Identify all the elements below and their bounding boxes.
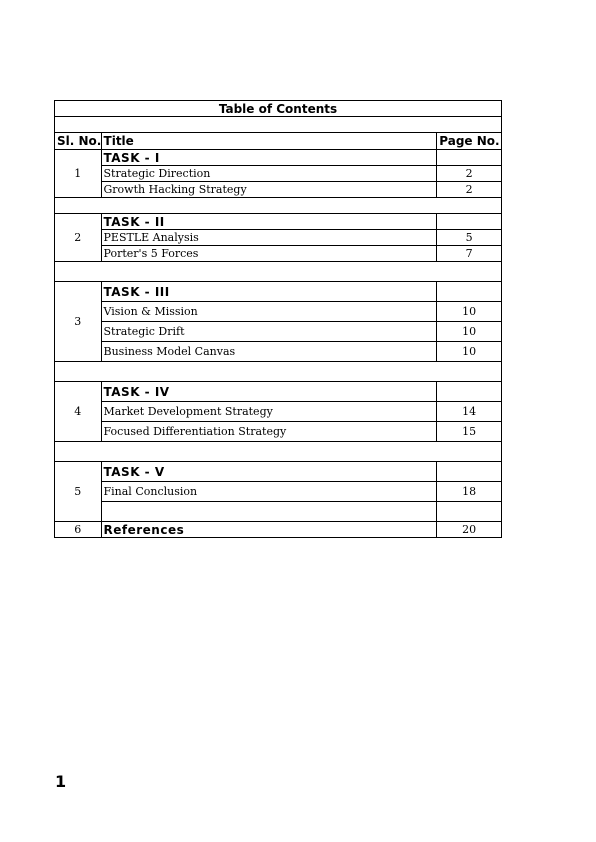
task-heading: TASK - V (101, 462, 437, 482)
toc-entry-page: 10 (437, 302, 502, 322)
toc-entry-page: 14 (437, 402, 502, 422)
toc-entry-page: 20 (437, 522, 502, 538)
toc-entry-page: 2 (437, 182, 502, 198)
toc-entry-page: 10 (437, 342, 502, 362)
toc-entry-page: 7 (437, 246, 502, 262)
task-heading: TASK - II (101, 214, 437, 230)
spacer-row (55, 117, 502, 133)
toc-entry-title: Business Model Canvas (101, 342, 437, 362)
task-heading: TASK - III (101, 282, 437, 302)
toc-entry-title: Focused Differentiation Strategy (101, 422, 437, 442)
spacer-row (55, 442, 502, 462)
task-heading: TASK - IV (101, 382, 437, 402)
toc-title: Table of Contents (55, 101, 502, 117)
page-cell (437, 282, 502, 302)
section-number: 3 (55, 282, 102, 362)
spacer-row (55, 362, 502, 382)
section-number: 2 (55, 214, 102, 262)
toc-entry-title: Growth Hacking Strategy (101, 182, 437, 198)
header-number: Sl. No. (55, 133, 102, 150)
toc-entry-page: 5 (437, 230, 502, 246)
table-of-contents (54, 100, 502, 538)
header-page: Page No. (437, 133, 502, 150)
toc-entry-title: Strategic Drift (101, 322, 437, 342)
toc-entry-page: 15 (437, 422, 502, 442)
page-number: 1 (55, 772, 67, 791)
section-number: 4 (55, 382, 102, 442)
task-heading: TASK - I (101, 150, 437, 166)
page-cell (437, 382, 502, 402)
section-number: 6 (55, 522, 102, 538)
toc-entry-page: 18 (437, 482, 502, 502)
toc-entry-page: 2 (437, 166, 502, 182)
toc-entry-page: 10 (437, 322, 502, 342)
header-title: Title (101, 133, 437, 150)
toc-entry-page (437, 502, 502, 522)
toc-entry-title: Vision & Mission (101, 302, 437, 322)
spacer-row (55, 198, 502, 214)
page-cell (437, 214, 502, 230)
page-cell (437, 462, 502, 482)
toc-entry-title: Strategic Direction (101, 166, 437, 182)
toc-entry-title (101, 502, 437, 522)
toc-entry-title: Porter's 5 Forces (101, 246, 437, 262)
spacer-row (55, 262, 502, 282)
section-number: 5 (55, 462, 102, 522)
toc-entry-title: Market Development Strategy (101, 402, 437, 422)
toc-entry-title: Final Conclusion (101, 482, 437, 502)
references-heading: References (101, 522, 437, 538)
toc-entry-title: PESTLE Analysis (101, 230, 437, 246)
page-cell (437, 150, 502, 166)
section-number: 1 (55, 150, 102, 198)
